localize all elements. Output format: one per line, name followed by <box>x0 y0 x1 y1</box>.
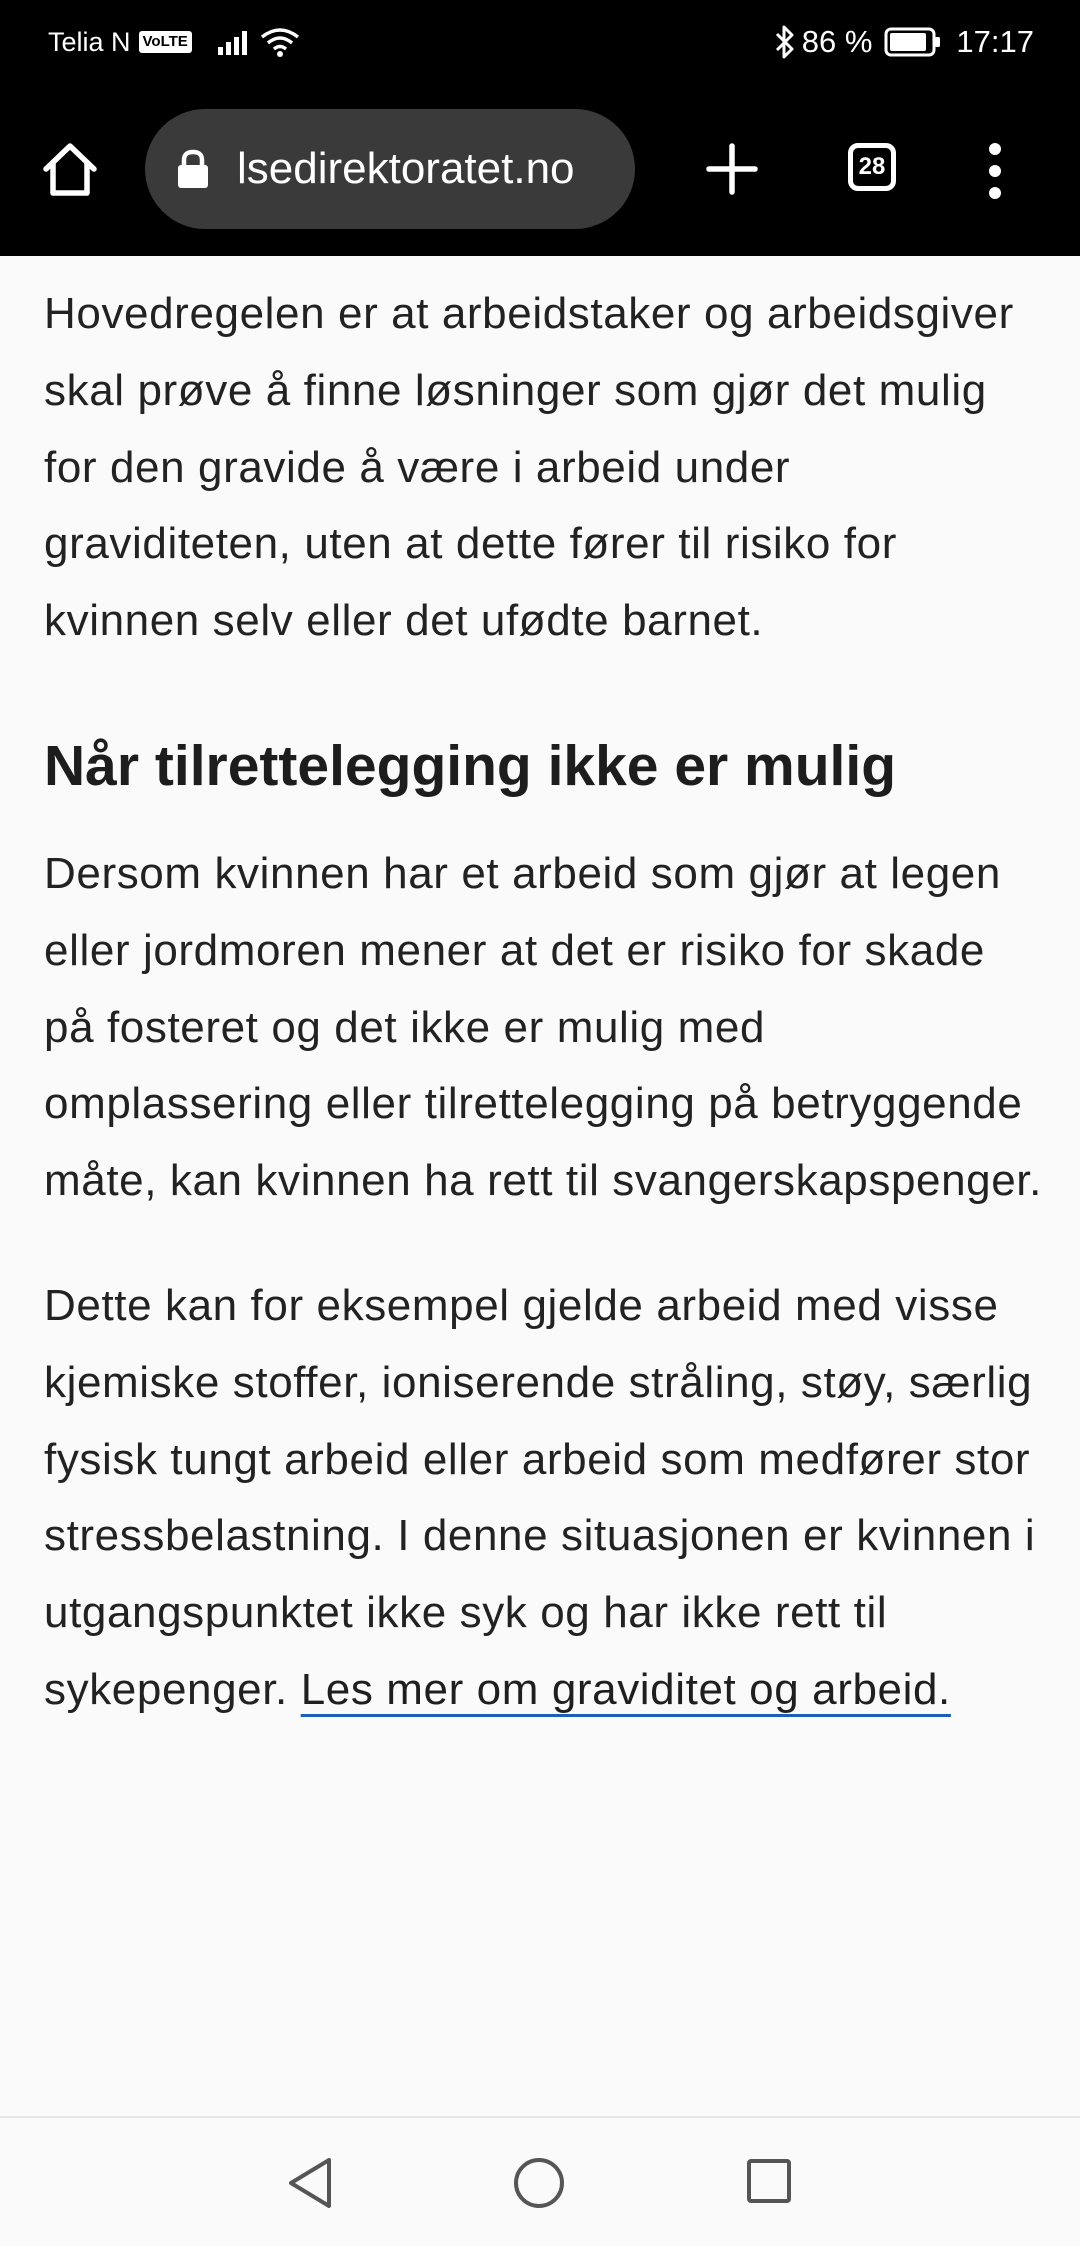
status-left <box>48 22 300 62</box>
more-vert-icon[interactable] <box>980 141 1010 201</box>
bluetooth-icon <box>774 25 796 59</box>
volte-badge: VoLTE <box>139 31 192 53</box>
home-icon[interactable] <box>40 139 100 199</box>
home-circle-icon[interactable] <box>512 2156 566 2210</box>
paragraph-main-rule: Hovedregelen er at arbeidstaker og arbeidsgiver skal prøve å finne løsninger som gjør det mulig for den gravide å være i arbeid under graviditeten, uten at dette fører til risiko for kvinnen selv eller det ufødte barnet. <box>44 289 1014 646</box>
signal-icon <box>218 29 252 55</box>
tab-count: 28 <box>858 153 886 180</box>
back-icon[interactable] <box>285 2156 335 2210</box>
battery-icon <box>884 27 942 57</box>
tabs-button[interactable] <box>848 143 896 191</box>
browser-toolbar <box>0 84 1080 256</box>
wifi-icon <box>260 27 300 57</box>
lock-icon <box>175 149 211 189</box>
paragraph-examples <box>44 1268 1044 1729</box>
read-more-link[interactable]: Les mer om graviditet og arbeid. <box>300 1664 951 1714</box>
carrier-label: Telia N <box>48 26 131 57</box>
plus-icon[interactable] <box>705 142 759 196</box>
section-heading: Når tilrettelegging ikke er mulig <box>44 733 897 798</box>
url-bar[interactable] <box>145 109 635 229</box>
url-text[interactable]: lsedirektoratet.no <box>237 144 575 193</box>
article-content <box>44 256 1044 1729</box>
status-right <box>774 20 1034 64</box>
recents-icon[interactable] <box>746 2158 792 2204</box>
paragraph-pregnancy-benefit: Dersom kvinnen har et arbeid som gjør at legen eller jordmoren mener at det er risiko for skade på fosteret og det ikke er mulig med omplassering eller tilrettelegging på betryggende måte, kan kvinnen ha rett til svangerskapspenger. <box>44 848 1042 1206</box>
paragraph-examples-text: Dette kan for eksempel gjelde arbeid med visse kjemiske stoffer, ioniserende stråling, støy, særlig fysisk tungt arbeid eller arbeid som medfører stor stressbelastning. I denne situasjonen er kvinnen i utgangspunktet ikke syk og har ikke rett til sykepenger. <box>44 1280 1036 1714</box>
status-bar <box>0 0 1080 84</box>
clock: 17:17 <box>956 24 1034 59</box>
battery-percent: 86 % <box>801 24 873 59</box>
navigation-bar <box>0 2116 1080 2246</box>
